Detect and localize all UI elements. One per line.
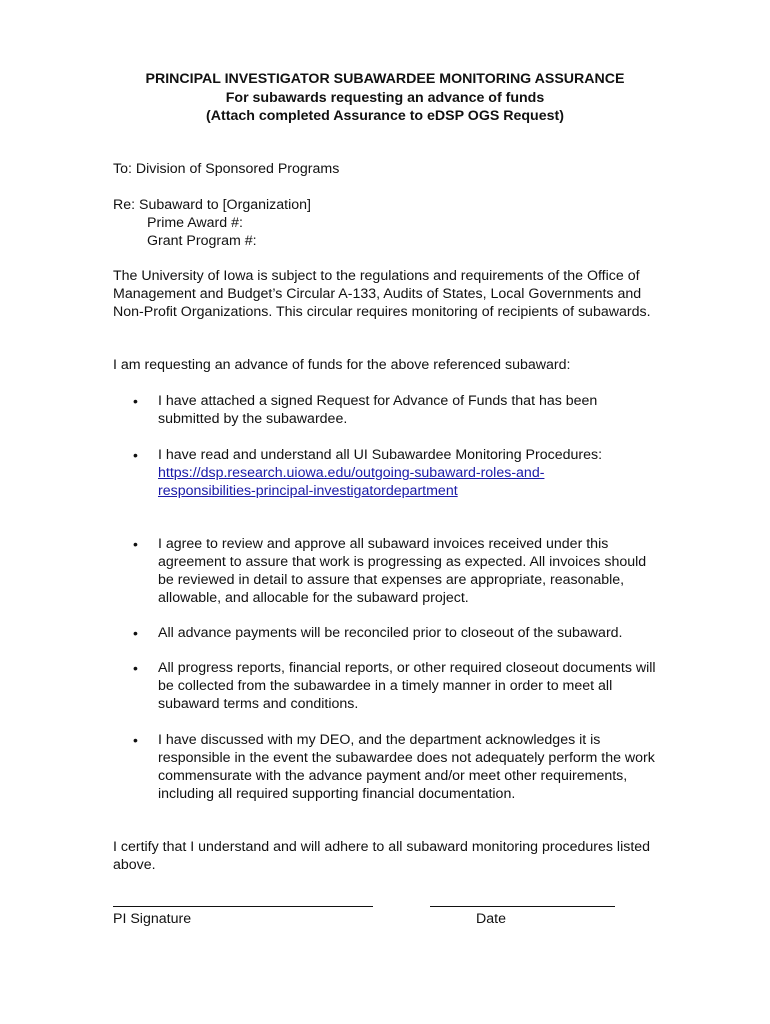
bullet-icon: • bbox=[133, 625, 138, 641]
intro-paragraph: The University of Iowa is subject to the regulations and requirements of the Office of Management and Budget’s Circular A-133, Audits of States, Local Governments and Non-Profit Organizations. This circular requires monitoring of recipients of subawards. bbox=[113, 268, 651, 320]
grant-program-line: Grant Program #: bbox=[147, 233, 257, 249]
list-item-text-block bbox=[158, 446, 658, 500]
pi-signature-line[interactable] bbox=[113, 906, 373, 907]
to-line: To: Division of Sponsored Programs bbox=[113, 161, 340, 177]
bullet-icon: • bbox=[133, 536, 138, 552]
bullet-icon: • bbox=[133, 660, 138, 676]
document-subtitle: For subawards requesting an advance of funds bbox=[225, 89, 545, 106]
bullet-icon: • bbox=[133, 393, 138, 409]
prime-award-line: Prime Award #: bbox=[147, 215, 243, 231]
list-item-text: I have read and understand all UI Subawardee Monitoring Procedures: bbox=[158, 447, 603, 463]
re-section bbox=[113, 196, 658, 250]
bullet-icon: • bbox=[133, 732, 138, 748]
re-line: Re: Subaward to [Organization] bbox=[113, 197, 311, 213]
list-item-text: All progress reports, financial reports, or other required closeout documents will be collected from the subawardee in a timely manner in order to meet all subaward terms and conditions. bbox=[158, 660, 656, 712]
date-signature-line[interactable] bbox=[430, 906, 615, 907]
pi-signature-label: PI Signature bbox=[113, 911, 192, 927]
procedures-link[interactable] bbox=[158, 464, 658, 500]
procedures-link-line-1: https://dsp.research.uiowa.edu/outgoing-subaward-roles-and- bbox=[158, 465, 545, 481]
list-item-text: I agree to review and approve all subaward invoices received under this agreement to assure that work is progressing as expected. All invoices should be reviewed in detail to assure that expenses are appropriate, reasonable, allowable, and allocable for the subaward project. bbox=[158, 536, 647, 606]
certification-text: I certify that I understand and will adhere to all subaward monitoring procedures listed above. bbox=[113, 839, 651, 873]
request-line: I am requesting an advance of funds for the above referenced subaward: bbox=[113, 357, 571, 373]
document-header bbox=[0, 70, 770, 126]
list-item-text: All advance payments will be reconciled prior to closeout of the subaward. bbox=[158, 625, 623, 641]
document-instruction: (Attach completed Assurance to eDSP OGS Request) bbox=[206, 108, 564, 124]
list-item-text: I have attached a signed Request for Advance of Funds that has been submitted by the subawardee. bbox=[158, 393, 598, 427]
date-label: Date bbox=[476, 911, 506, 927]
list-item-text: I have discussed with my DEO, and the department acknowledges it is responsible in the event the subawardee does not adequately perform the work commensurate with the advance payment and/or meet other requirements, including all required supporting financial documentation. bbox=[158, 732, 655, 802]
document-title: PRINCIPAL INVESTIGATOR SUBAWARDEE MONITORING ASSURANCE bbox=[145, 71, 625, 87]
procedures-link-line-2: responsibilities-principal-investigatordepartment bbox=[158, 483, 458, 499]
bullet-icon: • bbox=[133, 447, 138, 463]
